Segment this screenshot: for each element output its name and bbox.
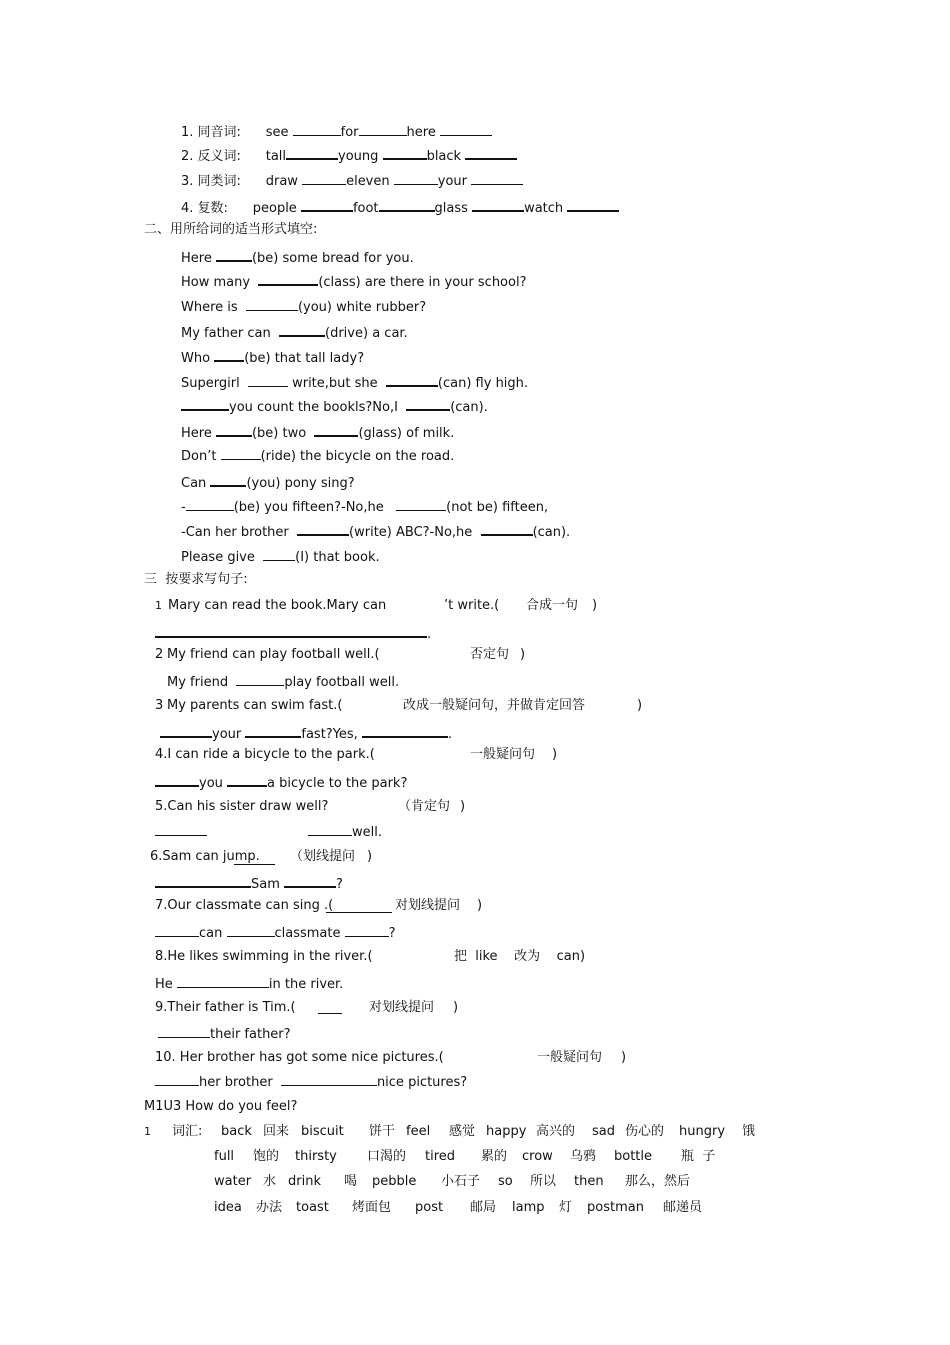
q5-text: 5.Can his sister draw well? [155,799,329,814]
vocab-word: toast [296,1200,329,1215]
part2-item-13: Please give (I) that book. [181,550,380,565]
vocab-word: feel [406,1124,431,1139]
vocab-word: water [214,1174,252,1189]
q2-answer: My friend play football well. [167,675,400,690]
vocab-meaning: 瓶 子 [681,1149,716,1164]
q1-answer: . [155,624,431,643]
part2-item-10: Can (you) pony sing? [181,473,355,492]
q6-note: （划线提问 [290,849,356,864]
part1-line-2: 2. 反义词: tall young black [181,146,517,165]
part1-line-1: 1. 同音词: see for here [181,123,492,141]
vocab-meaning: 灯 [559,1200,573,1215]
vocab-meaning: 累的 [481,1149,508,1164]
part2-item-4: My father can (drive) a car. [181,323,408,342]
vocab-word: tired [425,1149,456,1164]
q3-close: ) [637,698,643,713]
part2-item-12: -Can her brother (write) ABC?-No,he (can). [181,522,570,541]
vocab-word: idea [214,1200,242,1215]
vocab-meaning: 饼干 [369,1124,396,1139]
vocab-word: sad [592,1124,615,1139]
vocab-word: postman [587,1200,644,1215]
m1u3-label: 词汇: [172,1124,203,1139]
part2-item-9: Don’t (ride) the bicycle on the road. [181,449,455,464]
q2-number: 2 [155,647,164,662]
vocab-word: thirsty [295,1149,337,1164]
q1-note: 合成一句 [526,598,579,613]
vocab-meaning: 办法 [256,1200,283,1215]
vocab-meaning: 水 [263,1174,277,1189]
part2-heading: 二、用所给词的适当形式填空: [144,222,318,237]
part2-item-5: Who (be) that tall lady? [181,348,364,367]
vocab-word: post [415,1200,444,1215]
vocab-meaning: 邮局 [470,1200,497,1215]
vocab-word: back [221,1124,252,1139]
q4-answer: you a bicycle to the park? [155,773,407,792]
q7-close: ) [477,898,483,913]
q7-underline [326,899,392,913]
part2-item-6: Supergirl write,but she (can) fly high. [181,373,528,392]
vocab-meaning: 回来 [263,1124,290,1139]
q2-note: 否定句 [470,647,510,662]
m1u3-number: 1 [144,1125,151,1138]
q5-close: ) [460,799,466,814]
part2-item-11: - (be) you fifteen?-No,he (not be) fifteen, [181,500,549,515]
vocab-meaning: 小石子 [441,1174,481,1189]
vocab-word: lamp [512,1200,545,1215]
vocab-word: biscuit [301,1124,344,1139]
q10-close: ) [621,1050,627,1065]
q10-text: 10. Her brother has got some nice pictures.( [155,1050,444,1065]
q1-text-2: ’t write.( [444,598,500,613]
vocab-word: pebble [372,1174,417,1189]
q10-note: 一般疑问句 [537,1050,603,1065]
q9-underline [318,1000,342,1014]
vocab-word: full [214,1149,235,1164]
q1-number: 1 [155,599,162,612]
q3-number: 3 [155,698,164,713]
vocab-word: drink [288,1174,321,1189]
m1u3-title: M1U3 How do you feel? [144,1099,298,1114]
q6-underline [234,852,275,865]
q5-note: （肯定句 [398,799,451,814]
vocab-word: bottle [614,1149,653,1164]
q3-answer: your fast?Yes, . [160,724,452,743]
vocab-meaning: 伤心的 [625,1124,665,1139]
q1-text: Mary can read the book.Mary can [168,598,387,613]
q6-answer: Sam ? [155,874,343,893]
vocab-meaning: 喝 [344,1174,358,1189]
q9-close: ) [453,1000,459,1015]
q10-answer: her brother nice pictures? [155,1073,467,1091]
q7-text: 7.Our classmate can sing .( [155,898,334,913]
q2-close: ) [520,647,526,662]
vocab-meaning: 那么，然后 [625,1174,691,1189]
q2-text: My friend can play football well.( [167,647,380,662]
q7-answer: can classmate ? [155,924,396,942]
q4-close: ) [552,747,558,762]
q3-text: My parents can swim fast.( [167,698,343,713]
vocab-meaning: 高兴的 [536,1124,576,1139]
vocab-meaning: 饿 [742,1124,756,1139]
q9-answer: their father? [158,1025,291,1043]
vocab-meaning: 所以 [530,1174,557,1189]
vocab-word: so [498,1174,513,1189]
q8-answer: He in the river. [155,977,344,992]
part2-item-8: Here (be) two (glass) of milk. [181,423,454,442]
vocab-word: happy [486,1124,527,1139]
vocab-meaning: 乌鸦 [570,1149,597,1164]
q1-close: ) [592,598,598,613]
part2-item-7: you count the bookls?No,I (can). [181,397,488,416]
q9-text: 9.Their father is Tim.( [155,1000,296,1015]
q4-text: 4.I can ride a bicycle to the park.( [155,747,375,762]
vocab-meaning: 感觉 [449,1124,476,1139]
q5-answer-blank [155,823,207,841]
q8-text: 8.He likes swimming in the river.( [155,949,373,964]
part1-line-4: 4. 复数: people foot glass watch [181,198,619,217]
q9-note: 对划线提问 [369,1000,435,1015]
q5-answer: well. [308,823,382,841]
vocab-meaning: 烤面包 [352,1200,392,1215]
vocab-word: hungry [679,1124,726,1139]
part3-heading: 三 按要求写句子: [144,572,248,587]
q4-note: 一般疑问句 [470,747,536,762]
q6-text: 6.Sam can jump. [150,849,260,864]
q6-close: ) [367,849,373,864]
q7-note: 对划线提问 [395,898,461,913]
part2-item-2: How many (class) are there in your school? [181,272,526,291]
q3-note: 改成一般疑问句，并做肯定回答 [403,698,586,713]
vocab-meaning: 饱的 [253,1149,280,1164]
vocab-word: then [574,1174,604,1189]
vocab-word: crow [522,1149,553,1164]
vocab-meaning: 邮递员 [663,1200,703,1215]
part1-line-3: 3. 同类词: draw eleven your [181,172,523,190]
vocab-meaning: 口渴的 [367,1149,407,1164]
q8-note: 把 like 改为 can) [454,949,586,964]
part2-item-3: Where is (you) white rubber? [181,300,427,315]
part2-item-1: Here (be) some bread for you. [181,248,414,267]
